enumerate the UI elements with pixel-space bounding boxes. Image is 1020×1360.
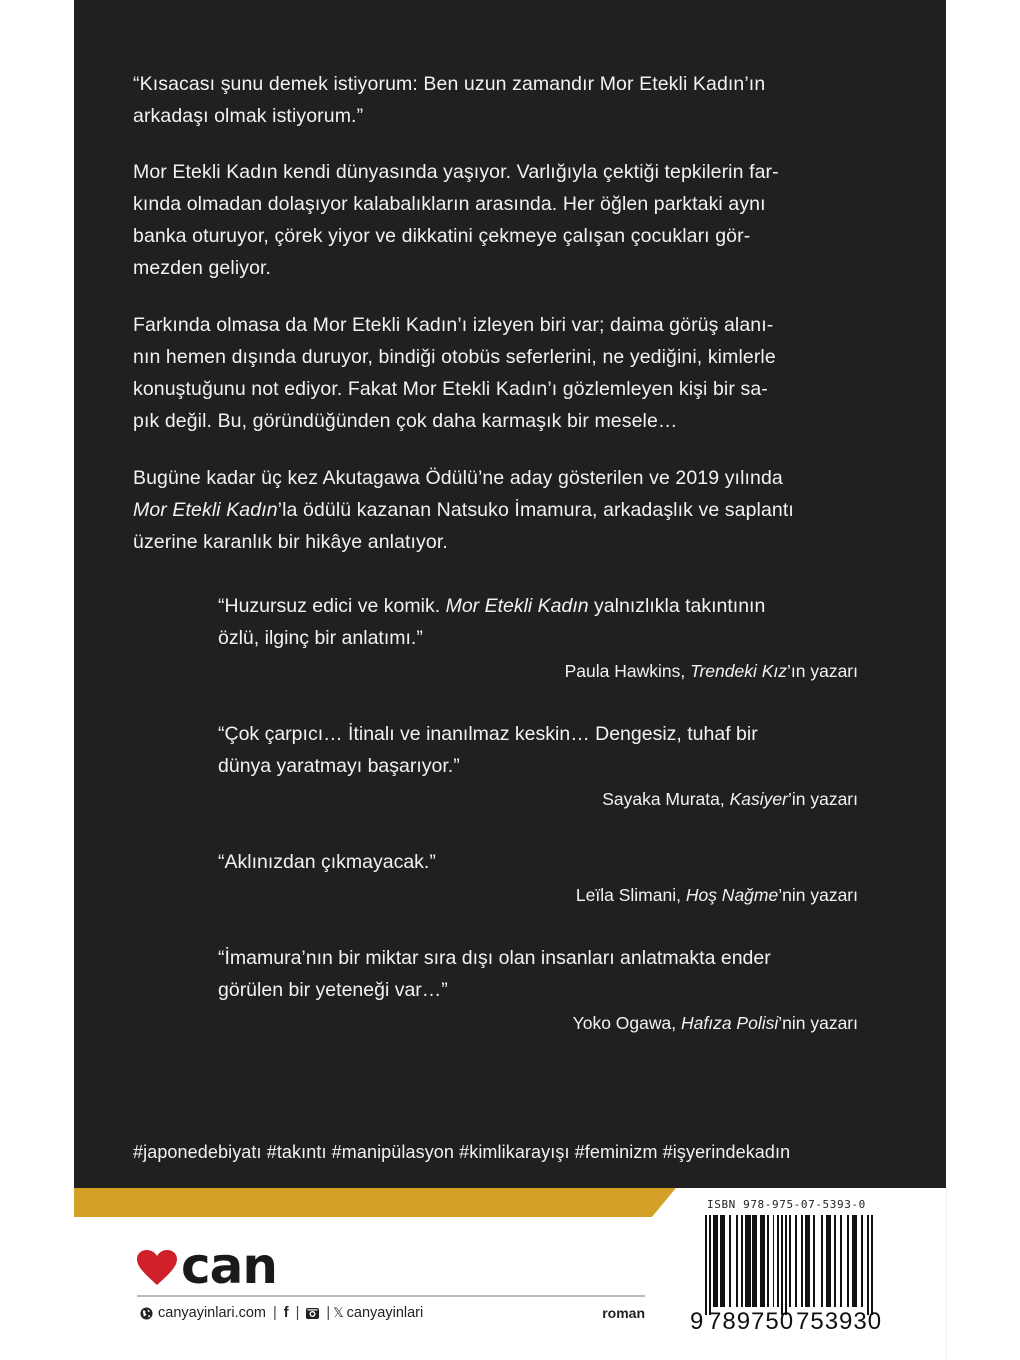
footer-divider [137, 1295, 645, 1297]
barcode-lead-digit: 9 [690, 1308, 704, 1335]
blurb-quote [218, 590, 858, 622]
synopsis-line: mezden geliyor. [133, 257, 272, 279]
blurb-quote: özlü, ilginç bir anlatımı.” [218, 627, 423, 649]
separator: | [326, 1305, 331, 1321]
opening-quote-line-2: arkadaşı olmak istiyorum.” [133, 105, 364, 127]
synopsis-line: pık değil. Bu, göründüğünden çok daha karmaşık bir mesele… [133, 410, 678, 432]
logo-wordmark: can [181, 1237, 277, 1295]
blurb-quote: dünya yaratmayı başarıyor.” [218, 755, 460, 777]
x-icon[interactable]: 𝕏 [333, 1305, 344, 1320]
blurb-author: Paula Hawkins, [564, 661, 691, 681]
synopsis-line: Bugüne kadar üç kez Akutagawa Ödülü’ne aday gösterilen ve 2019 yılında [133, 467, 783, 489]
barcode-left-digits: 789750 [708, 1308, 795, 1335]
blurb-book: Trendeki Kız [690, 661, 787, 681]
synopsis-paragraph-1 [133, 156, 858, 284]
blurb-book: Kasiyer [729, 789, 788, 809]
synopsis-line: kında olmadan dolaşıyor kalabalıkların arasında. Her öğlen parktaki aynı [133, 193, 766, 215]
blurb-attribution [218, 654, 858, 688]
blurb-quote: “Çok çarpıcı… İtinalı ve inanılmaz keskin… Dengesiz, tuhaf bir [218, 723, 758, 745]
opening-quote-line-1: “Kısacası şunu demek istiyorum: Ben uzun zamandır Mor Etekli Kadın’ın [133, 73, 766, 95]
blurb-suffix: ’nin yazarı [778, 1013, 858, 1033]
synopsis-line [133, 494, 858, 526]
synopsis-text: ’la ödülü kazanan Natsuko İmamura, arkadaşlık ve saplantı [277, 499, 794, 521]
globe-icon [140, 1307, 153, 1320]
barcode-bars [705, 1215, 879, 1315]
book-title-italic: Mor Etekli Kadın [445, 595, 589, 617]
hashtags: #japonedebiyatı #takıntı #manipülasyon #kimlikarayışı #feminizm #işyerindekadın [133, 1142, 791, 1162]
genre-label: roman [602, 1305, 645, 1321]
blurb-text: yalnızlıkla takıntının [588, 595, 766, 617]
blurb-attribution [218, 878, 858, 912]
separator: | [273, 1305, 277, 1321]
publisher-logo [137, 1237, 277, 1295]
synopsis-line: Farkında olmasa da Mor Etekli Kadın’ı izleyen biri var; daima görüş alanı- [133, 314, 774, 336]
publisher-footer [140, 1305, 645, 1321]
cover-edge-line [946, 1188, 947, 1360]
barcode-digits [690, 1308, 882, 1336]
blurb-4 [218, 942, 858, 1040]
facebook-icon[interactable]: f [283, 1305, 289, 1321]
gold-accent-band [74, 1188, 676, 1217]
blurb-attribution [218, 1006, 858, 1040]
blurb-1 [218, 590, 858, 688]
blurb-author: Sayaka Murata, [602, 789, 730, 809]
synopsis-line: Mor Etekli Kadın kendi dünyasında yaşıyor. Varlığıyla çektiği tepkilerin far- [133, 161, 779, 183]
synopsis-paragraph-2 [133, 309, 858, 437]
blurb-suffix: ’ın yazarı [787, 661, 858, 681]
blurb-author: Yoko Ogawa, [572, 1013, 681, 1033]
blurb-quote: “İmamura’nın bir miktar sıra dışı olan insanları anlatmakta ender [218, 947, 771, 969]
blurb-author: Leïla Slimani, [575, 885, 686, 905]
blurb-2 [218, 718, 858, 816]
heart-icon [137, 1250, 177, 1286]
synopsis-line: üzerine karanlık bir hikâye anlatıyor. [133, 531, 448, 553]
synopsis-line: konuştuğunu not ediyor. Fakat Mor Etekli Kadın’ı gözlemleyen kişi bir sa- [133, 378, 768, 400]
blurb-attribution [218, 782, 858, 816]
blurb-text: “Huzursuz edici ve komik. [218, 595, 446, 617]
barcode-right-digits: 753930 [796, 1308, 883, 1335]
isbn-barcode [690, 1198, 890, 1338]
isbn-label: ISBN 978-975-07-5393-0 [707, 1198, 866, 1211]
x-handle-link[interactable]: canyayinlari [346, 1305, 424, 1321]
synopsis-line: nın hemen dışında duruyor, bindiği otobüs seferlerini, ne yediğini, kimlerle [133, 346, 776, 368]
synopsis-line: banka oturuyor, çörek yiyor ve dikkatini çekmeye çalışan çocukları gör- [133, 225, 751, 247]
blurb-3 [218, 846, 858, 912]
blurb-suffix: ’in yazarı [787, 789, 858, 809]
blurb-quote: “Aklınızdan çıkmayacak.” [218, 851, 436, 873]
separator: | [295, 1305, 300, 1321]
blurb-suffix: ’nin yazarı [778, 885, 858, 905]
opening-quote [133, 68, 858, 132]
blurb-book: Hafıza Polisi [680, 1013, 779, 1033]
blurb-book: Hoş Nağme [685, 885, 779, 905]
website-link[interactable]: canyayinlari.com [158, 1305, 266, 1321]
book-title-italic: Mor Etekli Kadın [133, 499, 278, 521]
instagram-icon[interactable] [306, 1308, 319, 1319]
synopsis-paragraph-3 [133, 462, 858, 558]
blurb-quote: görülen bir yeteneği var…” [218, 979, 448, 1001]
